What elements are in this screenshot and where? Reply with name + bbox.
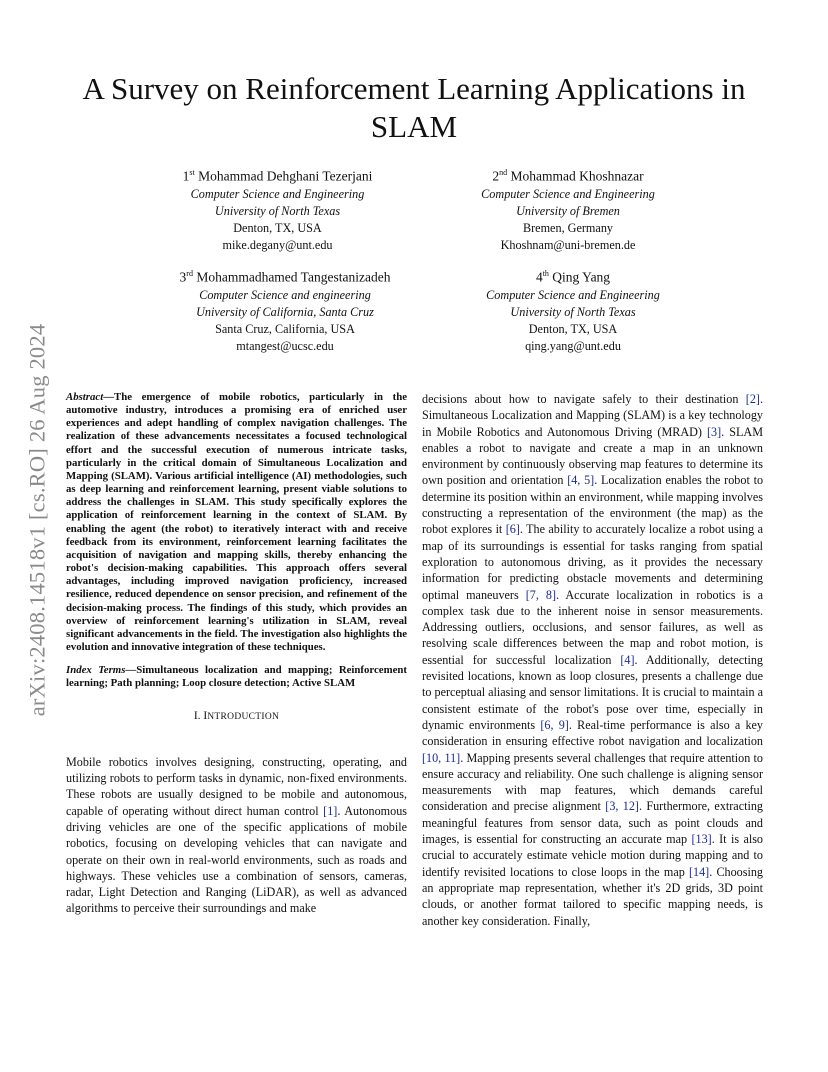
- body-text: . Real-time performance is also a key consideration in ensuring effective robot navigation and localization: [422, 717, 764, 749]
- author-university: University of California, Santa Cruz: [196, 304, 374, 319]
- body-text: Mobile robotics involves designing, constructing, operating, and utilizing robots to perform tasks in dynamic, non-fixed environments. These robots are usually designed to be mobile and autonomous, capable of operating without direct human control: [66, 754, 407, 818]
- abstract-label: Abstract: [66, 391, 104, 403]
- intro-paragraph-right: [422, 391, 763, 929]
- author-name: 4th Qing Yang: [535, 269, 611, 285]
- citation-link[interactable]: [13]: [691, 832, 712, 847]
- author-block-1: [140, 163, 415, 254]
- intro-paragraph-left: [66, 754, 407, 917]
- author-email[interactable]: mtangest@ucsc.edu: [236, 338, 334, 353]
- body-text: decisions about how to navigate safely to their destination: [422, 392, 746, 406]
- index-terms-label: Index Terms: [66, 664, 126, 677]
- author-name: 1st Mohammad Dehghani Tezerjani: [182, 168, 373, 184]
- abstract-text: —The emergence of mobile robotics, particularly in the automotive industry, introduces a promising era of enriched user experiences and adept handling of complex navigation challenges. The realization of these advancements necessitates a focused technological effort and the successful execution of numerous intricate tasks, particularly in the critical domain of Simultaneous Localization and Mapping (SLAM). Various artificial intelligence (AI) methodologies, such as deep learning and reinforcement learning, present viable solutions to address the challenges in SLAM. This study specifically explores the application of reinforcement learning in the context of SLAM. By enabling the agent (the robot) to iteratively interact with and receive feedback from its environment, reinforcement learning facilitates the acquisition of navigation and mapping skills, thereby enhancing the robot's decision-making capabilities. This approach offers several advantages, including improved navigation proficiency, increased resilience, reduced dependence on sensor precision, and refinement of the decision-making process. The findings of this study, which provides an overview of reinforcement learning's utilization in SLAM, reveal significant advancements in the field. The investigation also highlights the evolution and innovative integration of these techniques.: [66, 391, 407, 653]
- author-location: Denton, TX, USA: [528, 321, 618, 336]
- index-terms: [66, 664, 407, 690]
- body-text: . Additionally, detecting revisited locations, known as loop closures, presents a challenge due to perceptual aliasing and sensor limitations. It is crucial to maintain a consistent estimate of the robot's pose over time, especially in dynamic environments: [422, 652, 763, 732]
- author-email[interactable]: qing.yang@unt.edu: [525, 338, 621, 353]
- author-location: Denton, TX, USA: [233, 220, 322, 235]
- abstract: [66, 391, 407, 654]
- left-column: [66, 391, 407, 917]
- author-department: Computer Science and Engineering: [190, 186, 365, 201]
- body-text: . The ability to accurately localize a robot using a map of its surroundings is essential for tasks ranging from spatial exploration to autonomous driving, as it provides the necessary information for predicting obstacle movements and determining optimal maneuvers: [422, 522, 763, 602]
- body-text: . Choosing an appropriate map representation, whether it's 2D grids, 3D point clouds, or another format tailored to specific mapping needs, is another key consideration. Finally,: [422, 864, 763, 928]
- author-block-3: [130, 264, 440, 355]
- author-block-4: [428, 264, 718, 355]
- citation-link[interactable]: [6]: [505, 522, 520, 537]
- arxiv-identifier: [20, 280, 54, 760]
- arxiv-identifier-text: arXiv:2408.14518v1 [cs.RO] 26 Aug 2024: [24, 323, 50, 717]
- author-university: University of Bremen: [516, 203, 620, 218]
- citation-link[interactable]: [2]: [745, 392, 760, 406]
- author-email[interactable]: mike.degany@unt.edu: [222, 237, 333, 252]
- body-text: . Accurate localization in robotics is a complex task due to the inherent noise in sensor measurements. Addressing outliers, occlusions, and sensor failures, as well as resolving scale differences between the map and robot motion, is essential for successful localization: [422, 587, 764, 667]
- citation-link[interactable]: [3]: [707, 424, 722, 439]
- paper-title: A Survey on Reinforcement Learning Applications in SLAM: [82, 71, 746, 144]
- author-location: Santa Cruz, California, USA: [215, 321, 355, 336]
- body-text: . Localization enables the robot to determine its position within an environment, while mapping involves constructing a representation of the environment (the map) as the robot explores it: [422, 473, 764, 537]
- citation-link[interactable]: [4]: [620, 652, 635, 667]
- index-terms-text: —Simultaneous localization and mapping; Reinforcement learning; Path planning; Loop closure detection; Active SLAM: [66, 664, 407, 690]
- author-department: Computer Science and Engineering: [486, 287, 660, 302]
- author-name: 3rd Mohammadhamed Tangestanizadeh: [179, 269, 391, 285]
- section-heading-introduction: I. INTRODUCTION: [193, 710, 280, 723]
- body-text: . Mapping presents several challenges that require attention to ensure accuracy and reliability. One such challenge is aligning sensor measurements with map features, which demands careful consideration and precise alignment: [422, 750, 763, 814]
- body-text: . SLAM enables a robot to navigate and create a map in an unknown environment by continuously observing map features to determine its own position and orientation: [422, 424, 763, 488]
- author-university: University of North Texas: [510, 304, 636, 319]
- author-email[interactable]: Khoshnam@uni-bremen.de: [500, 237, 636, 252]
- citation-link[interactable]: [1]: [323, 803, 338, 818]
- citation-link[interactable]: [3, 12]: [605, 799, 639, 814]
- citation-link[interactable]: [14]: [688, 864, 710, 879]
- body-text: . It is also crucial to accurately estimate vehicle motion during mapping and to identify revisited locations to close loops in the map: [422, 832, 763, 879]
- author-department: Computer Science and engineering: [199, 287, 371, 302]
- citation-link[interactable]: [10, 11]: [422, 750, 461, 765]
- body-text: . Simultaneous Localization and Mapping (SLAM) is a key technology in Mobile Robotics and Autonomous Driving (MRAD): [422, 392, 763, 439]
- author-name: 2nd Mohammad Khoshnazar: [492, 168, 644, 184]
- author-block-2: [428, 163, 708, 254]
- author-university: University of North Texas: [214, 203, 341, 218]
- right-column: [422, 391, 763, 929]
- citation-link[interactable]: [4, 5]: [567, 473, 595, 488]
- body-text: . Autonomous driving vehicles are one of the specific applications of mobile robotics, focusing on developing vehicles that can navigate and operate on their own in real-world environments, such as roads and highways. These vehicles use a combination of sensors, cameras, radar, Light Detection and Ranging (LiDAR), as well as advanced algorithms to perceive their surroundings and make: [66, 803, 407, 916]
- citation-link[interactable]: [6, 9]: [540, 717, 569, 732]
- body-text: . Furthermore, extracting meaningful features from sensor data, such as point clouds and images, is essential for constructing an accurate map: [422, 799, 763, 847]
- author-location: Bremen, Germany: [522, 220, 614, 235]
- author-department: Computer Science and Engineering: [481, 186, 655, 201]
- citation-link[interactable]: [7, 8]: [525, 587, 557, 602]
